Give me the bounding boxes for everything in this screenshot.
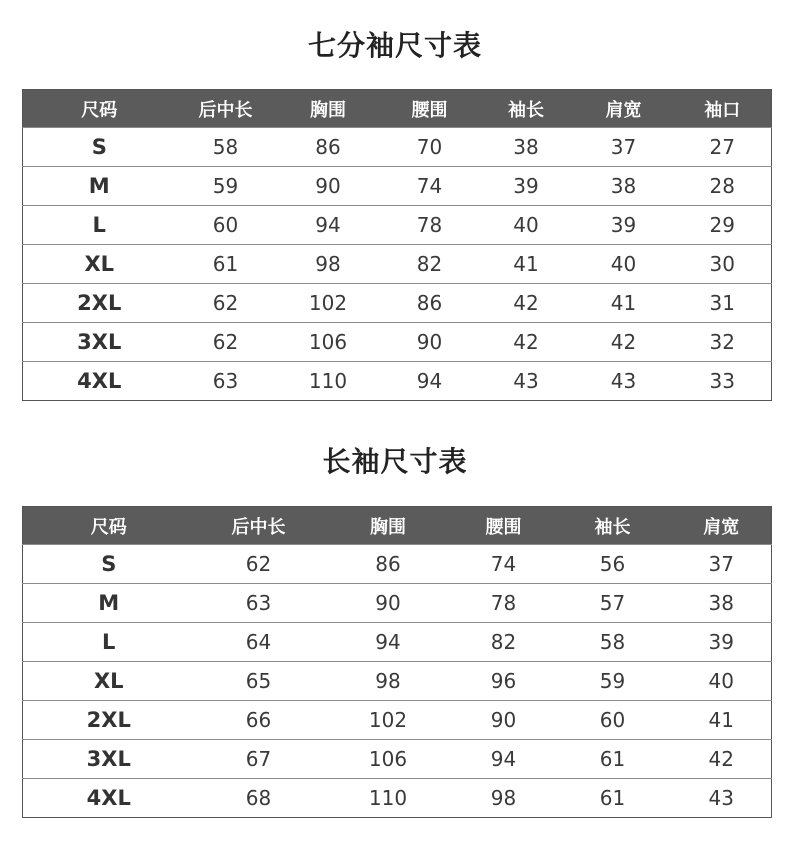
measurement-cell: 39: [574, 206, 674, 245]
measurement-cell: 38: [672, 584, 772, 623]
measurement-cell: 27: [674, 128, 772, 167]
measurement-cell: 94: [454, 740, 554, 779]
measurement-cell: 39: [672, 623, 772, 662]
measurement-cell: 74: [381, 167, 479, 206]
measurement-cell: 43: [479, 362, 574, 401]
measurement-cell: 41: [672, 701, 772, 740]
measurement-cell: 33: [674, 362, 772, 401]
measurement-cell: 106: [323, 740, 454, 779]
measurement-cell: 28: [674, 167, 772, 206]
measurement-cell: 57: [554, 584, 672, 623]
measurement-cell: 43: [574, 362, 674, 401]
table-row: [23, 740, 772, 779]
size-label-cell: L: [23, 206, 176, 245]
measurement-cell: 62: [176, 323, 276, 362]
measurement-cell: 98: [276, 245, 381, 284]
measurement-cell: 63: [176, 362, 276, 401]
measurement-cell: 70: [381, 128, 479, 167]
measurement-cell: 42: [672, 740, 772, 779]
table-row: [23, 662, 772, 701]
column-header: 尺码: [23, 507, 195, 545]
measurement-cell: 41: [479, 245, 574, 284]
measurement-cell: 38: [574, 167, 674, 206]
measurement-cell: 90: [276, 167, 381, 206]
column-header: 肩宽: [574, 90, 674, 128]
measurement-cell: 38: [479, 128, 574, 167]
measurement-cell: 78: [381, 206, 479, 245]
measurement-cell: 74: [454, 545, 554, 584]
size-label-cell: S: [23, 545, 195, 584]
column-header: 尺码: [23, 90, 176, 128]
table-row: [23, 284, 772, 323]
measurement-cell: 42: [479, 284, 574, 323]
measurement-cell: 90: [323, 584, 454, 623]
measurement-cell: 41: [574, 284, 674, 323]
size-label-cell: 2XL: [23, 701, 195, 740]
size-label-cell: 2XL: [23, 284, 176, 323]
size-label-cell: S: [23, 128, 176, 167]
measurement-cell: 37: [672, 545, 772, 584]
table-title-three-quarter-sleeve: 七分袖尺寸表: [307, 29, 482, 62]
measurement-cell: 94: [381, 362, 479, 401]
measurement-cell: 102: [323, 701, 454, 740]
measurement-cell: 68: [195, 779, 323, 818]
size-table-three-quarter-sleeve: [22, 89, 772, 401]
measurement-cell: 67: [195, 740, 323, 779]
column-header: 腰围: [381, 90, 479, 128]
table-row: [23, 701, 772, 740]
size-label-cell: XL: [23, 662, 195, 701]
measurement-cell: 106: [276, 323, 381, 362]
table-row: [23, 545, 772, 584]
measurement-cell: 61: [554, 779, 672, 818]
measurement-cell: 102: [276, 284, 381, 323]
measurement-cell: 65: [195, 662, 323, 701]
column-header: 后中长: [176, 90, 276, 128]
measurement-cell: 64: [195, 623, 323, 662]
table-row: [23, 128, 772, 167]
measurement-cell: 59: [554, 662, 672, 701]
measurement-cell: 82: [381, 245, 479, 284]
table-row: [23, 584, 772, 623]
measurement-cell: 42: [479, 323, 574, 362]
size-label-cell: XL: [23, 245, 176, 284]
measurement-cell: 62: [195, 545, 323, 584]
measurement-cell: 110: [323, 779, 454, 818]
column-header: 腰围: [454, 507, 554, 545]
column-header: 后中长: [195, 507, 323, 545]
size-label-cell: M: [23, 584, 195, 623]
table-header-row: [23, 507, 772, 545]
measurement-cell: 61: [554, 740, 672, 779]
measurement-cell: 32: [674, 323, 772, 362]
column-header: 袖长: [479, 90, 574, 128]
measurement-cell: 40: [574, 245, 674, 284]
table-row: [23, 206, 772, 245]
measurement-cell: 56: [554, 545, 672, 584]
measurement-cell: 39: [479, 167, 574, 206]
column-header: 胸围: [323, 507, 454, 545]
measurement-cell: 60: [176, 206, 276, 245]
measurement-cell: 94: [323, 623, 454, 662]
measurement-cell: 90: [381, 323, 479, 362]
measurement-cell: 86: [381, 284, 479, 323]
size-label-cell: 4XL: [23, 362, 176, 401]
measurement-cell: 98: [454, 779, 554, 818]
measurement-cell: 110: [276, 362, 381, 401]
measurement-cell: 58: [176, 128, 276, 167]
table-row: [23, 323, 772, 362]
measurement-cell: 98: [323, 662, 454, 701]
measurement-cell: 78: [454, 584, 554, 623]
measurement-cell: 59: [176, 167, 276, 206]
table-header-row: [23, 90, 772, 128]
measurement-cell: 40: [672, 662, 772, 701]
measurement-cell: 86: [276, 128, 381, 167]
measurement-cell: 58: [554, 623, 672, 662]
size-label-cell: 3XL: [23, 323, 176, 362]
measurement-cell: 90: [454, 701, 554, 740]
measurement-cell: 40: [479, 206, 574, 245]
measurement-cell: 86: [323, 545, 454, 584]
table-row: [23, 779, 772, 818]
measurement-cell: 43: [672, 779, 772, 818]
size-table-long-sleeve: [22, 506, 772, 818]
measurement-cell: 61: [176, 245, 276, 284]
measurement-cell: 82: [454, 623, 554, 662]
measurement-cell: 66: [195, 701, 323, 740]
measurement-cell: 30: [674, 245, 772, 284]
column-header: 肩宽: [672, 507, 772, 545]
table-row: [23, 623, 772, 662]
measurement-cell: 63: [195, 584, 323, 623]
measurement-cell: 60: [554, 701, 672, 740]
measurement-cell: 96: [454, 662, 554, 701]
measurement-cell: 29: [674, 206, 772, 245]
size-label-cell: 3XL: [23, 740, 195, 779]
measurement-cell: 42: [574, 323, 674, 362]
table-row: [23, 362, 772, 401]
table-row: [23, 245, 772, 284]
measurement-cell: 94: [276, 206, 381, 245]
column-header: 胸围: [276, 90, 381, 128]
measurement-cell: 37: [574, 128, 674, 167]
measurement-cell: 31: [674, 284, 772, 323]
measurement-cell: 62: [176, 284, 276, 323]
size-label-cell: 4XL: [23, 779, 195, 818]
table-title-long-sleeve: 长袖尺寸表: [322, 445, 468, 478]
column-header: 袖长: [554, 507, 672, 545]
size-label-cell: L: [23, 623, 195, 662]
column-header: 袖口: [674, 90, 772, 128]
table-row: [23, 167, 772, 206]
size-label-cell: M: [23, 167, 176, 206]
